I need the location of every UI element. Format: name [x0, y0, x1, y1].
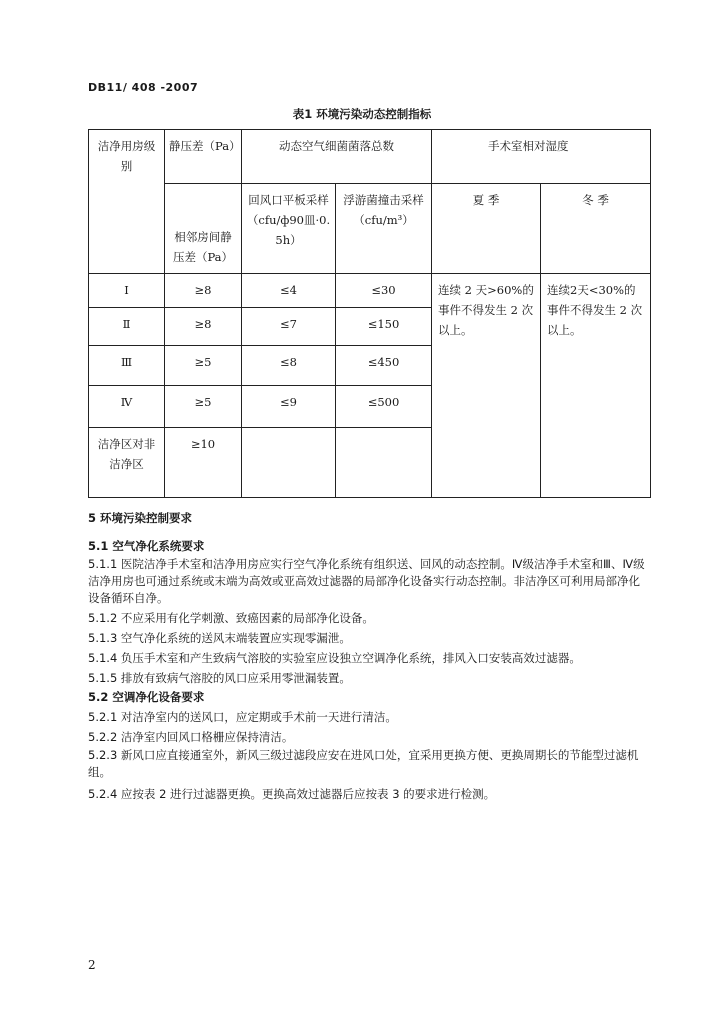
- header-neighbor-pressure: 相邻房间静压差（Pa）: [165, 184, 242, 274]
- paragraph-5-1-4: 5.1.4 负压手术室和产生致病气溶胶的实验室应设独立空调净化系统，排风入口安装高效过滤器。: [88, 651, 581, 665]
- paragraph-5-1-1: 5.1.1 医院洁净手术室和洁净用房应实行空气净化系统有组织送、回风的动态控制。Ⅳ级洁净手术室和Ⅲ、Ⅳ级洁净用房也可通过系统或末端为高效或亚高效过滤器的局部净化设备实行动态控制。非洁净区可利用局部净化设备循环自净。: [88, 557, 645, 605]
- cell-floating: ≤450: [336, 346, 432, 386]
- cell-pressure: ≥8: [165, 274, 242, 308]
- header-grade: 洁净用房级 别: [89, 130, 165, 274]
- header-static-pressure: 静压差（Pa）: [165, 130, 242, 184]
- cell-summer-note: 连续 2 天>60%的事件不得发生 2 次以上。: [432, 274, 541, 498]
- cell-pressure: ≥5: [165, 346, 242, 386]
- paragraph-5-2-4: 5.2.4 应按表 2 进行过滤器更换。更换高效过滤器后应按表 3 的要求进行检测。: [88, 787, 496, 801]
- cell-grade: 洁净区对非洁净区: [89, 428, 165, 498]
- cell-pressure: ≥8: [165, 308, 242, 346]
- cell-grade: Ⅲ: [89, 346, 165, 386]
- paragraph-5-2-2: 5.2.2 洁净室内回风口格栅应保持清洁。: [88, 730, 294, 744]
- paragraph-5-2-1: 5.2.1 对洁净室内的送风口，应定期或手术前一天进行清洁。: [88, 710, 397, 724]
- cell-floating: ≤500: [336, 386, 432, 428]
- document-id: DB11/ 408 -2007: [88, 81, 199, 94]
- header-return-air: 回风口平板采样（cfu/ф90皿·0.5h）: [242, 184, 336, 274]
- cell-winter-note: 连续2天<30%的事件不得发生 2 次以上。: [541, 274, 651, 498]
- cell-pressure: ≥5: [165, 386, 242, 428]
- paragraph-5-1-2: 5.1.2 不应采用有化学刺激、致癌因素的局部净化设备。: [88, 611, 374, 625]
- cell-return-air: ≤8: [242, 346, 336, 386]
- section-heading-5-1: 5.1 空气净化系统要求: [88, 539, 205, 553]
- environment-control-table: [88, 129, 651, 498]
- header-bacteria-total: 动态空气细菌菌落总数: [242, 130, 432, 184]
- cell-floating: [336, 428, 432, 498]
- section-heading-5-2: 5.2 空调净化设备要求: [88, 690, 205, 704]
- paragraph-5-2-3: 5.2.3 新风口应直接通室外，新风三级过滤段应安在进风口处，宜采用更换方便、更换周期长的节能型过滤机组。: [88, 748, 639, 779]
- header-floating-bacteria: 浮游菌撞击采样（cfu/m³）: [336, 184, 432, 274]
- paragraph-5-1-3: 5.1.3 空气净化系统的送风末端装置应实现零漏泄。: [88, 631, 351, 645]
- table-title: 表1 环境污染动态控制指标: [292, 107, 432, 121]
- cell-return-air: ≤9: [242, 386, 336, 428]
- cell-grade: Ⅰ: [89, 274, 165, 308]
- paragraph-5-1-5: 5.1.5 排放有致病气溶胶的风口应采用零泄漏装置。: [88, 671, 351, 685]
- table-row: [89, 274, 651, 308]
- header-winter: 冬 季: [541, 184, 651, 274]
- cell-grade: Ⅳ: [89, 386, 165, 428]
- section-heading-5: 5 环境污染控制要求: [88, 511, 193, 525]
- cell-pressure: ≥10: [165, 428, 242, 498]
- header-summer: 夏 季: [432, 184, 541, 274]
- page-number: 2: [88, 958, 96, 972]
- cell-return-air: [242, 428, 336, 498]
- cell-floating: ≤150: [336, 308, 432, 346]
- cell-floating: ≤30: [336, 274, 432, 308]
- header-humidity: 手术室相对湿度: [432, 130, 651, 184]
- cell-return-air: ≤4: [242, 274, 336, 308]
- cell-return-air: ≤7: [242, 308, 336, 346]
- cell-grade: Ⅱ: [89, 308, 165, 346]
